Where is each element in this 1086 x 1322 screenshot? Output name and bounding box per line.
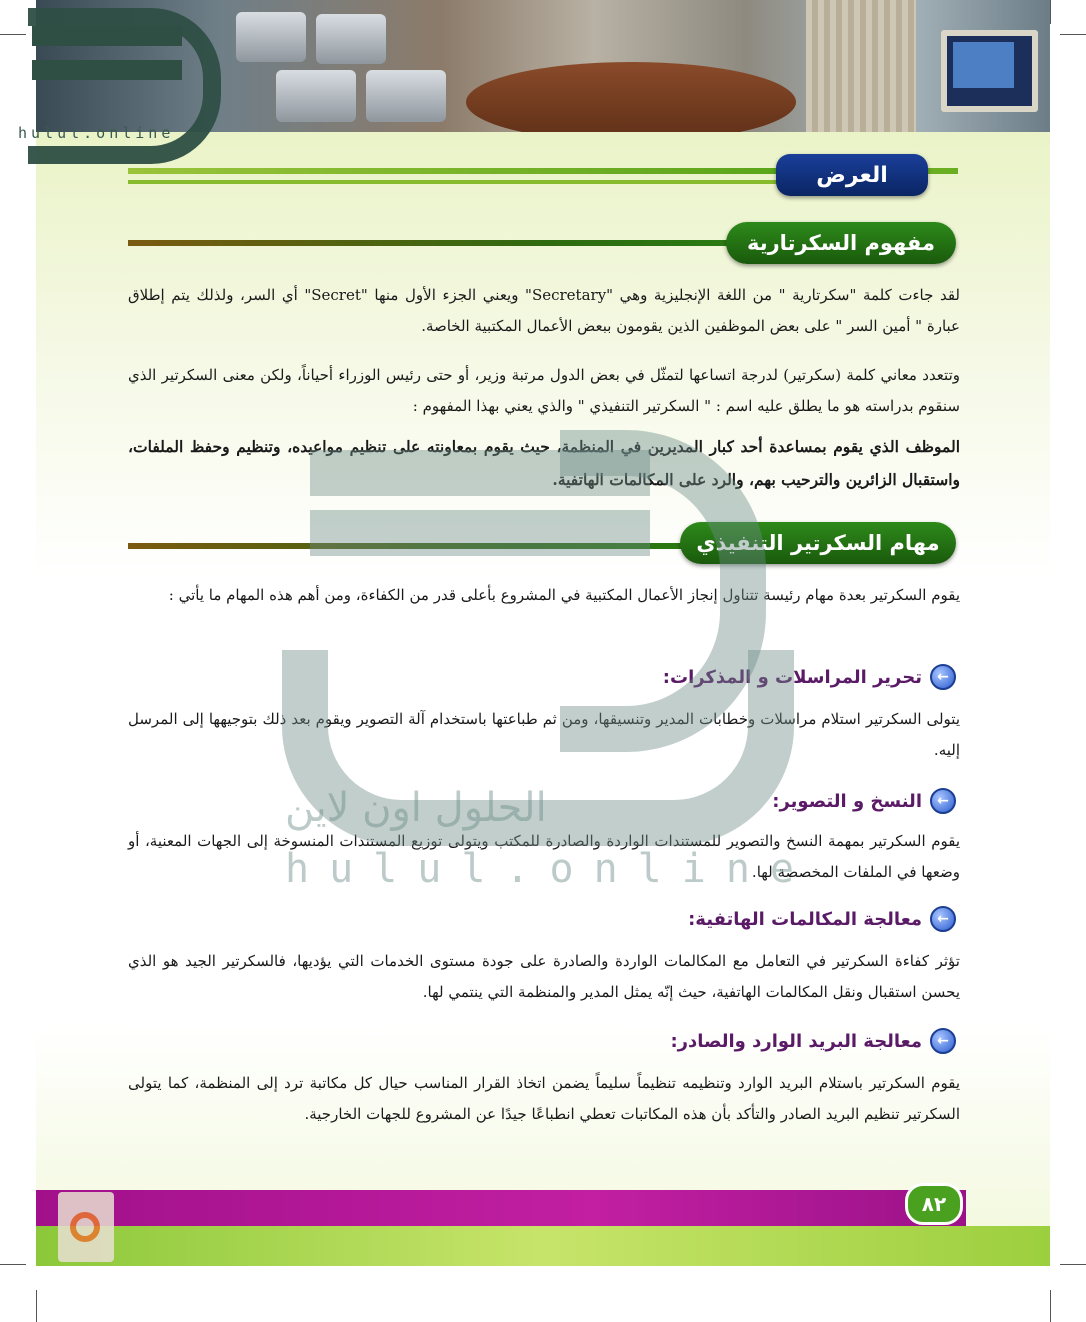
publisher-logo-mark (70, 1212, 100, 1242)
task-text-phone-calls: تؤثر كفاءة السكرتير في التعامل مع المكالمات الواردة والصادرة على جودة مستوى الخدمات التي يؤديها، فالسكرتير الجيد هو الذي يحسن استقبال ونقل المكالمات الهاتفية، حيث إنّه يمثل المدير والمنظمة التي ينتمي لها. (128, 952, 960, 1001)
task-text-correspondence: يتولى السكرتير استلام مراسلات وخطابات المدير وتنسيقها، ومن ثم طباعتها باستخدام آلة التصوير ويقوم بعد ذلك بتوجيهها إلى المرسل إليه. (128, 710, 960, 759)
arrow-left-bullet-icon: ← (930, 906, 956, 932)
footer-purple-band (36, 1190, 966, 1226)
task-text-copying: يقوم السكرتير بمهمة النسخ والتصوير للمستندات الواردة والصادرة للمكتب ويتولى توزيع المستندات المنسوخة إلى الجهات المعنية، أو وضعها في الملفات المخصصة لها. (128, 832, 960, 881)
publisher-logo (58, 1192, 114, 1262)
concept-paragraph-1: لقد جاءت كلمة "سكرتارية " من اللغة الإنجليزية وهي "Secretary" ويعني الجزء الأول منها "Secret" أي السر، ولذلك يتم إطلاق عبارة " أمين السر " على بعض الموظفين الذين يقومون ببعض الأعمال المكتبية الخاصة. (128, 286, 960, 335)
task-heading-text: النسخ و التصوير: (772, 790, 922, 812)
crop-mark (1060, 1264, 1086, 1265)
hulul-logo (18, 8, 218, 158)
watermark-arabic-text: الحلول اون لاين (285, 785, 547, 831)
logo-caption: hulul.online (18, 124, 175, 142)
keyboard-key-shape (316, 14, 386, 64)
tab-rule-line (128, 180, 778, 184)
task-heading-phone-calls (688, 906, 956, 932)
keyboard-key-shape (236, 12, 306, 62)
heading-rule-line (128, 240, 728, 246)
executive-secretary-definition: الموظف الذي يقوم بمساعدة أحد كبار المديرين في المنظمة، حيث يقوم بمعاونته على تنظيم مواعيده، وتنظيم وحفظ الملفات، واستقبال الزائرين والترحيب بهم، والرد على المكالمات الهاتفية. (128, 437, 960, 489)
heading-executive-secretary-tasks: مهام السكرتير التنفيذي (680, 522, 956, 564)
task-heading-text: معالجة البريد الوارد والصادر: (670, 1030, 922, 1052)
conference-table-shape (466, 62, 796, 132)
keyboard-key-shape (276, 70, 356, 122)
keyboard-key-shape (366, 70, 446, 122)
task-heading-text: معالجة المكالمات الهاتفية: (688, 908, 922, 930)
concept-paragraph-2: وتتعدد معاني كلمة (سكرتير) لدرجة اتساعها لتمثّل في بعض الدول مرتبة وزير، أو حتى رئيس الوزراء أحياناً، ولكن معنى السكرتير الذي سنقوم بدراسته هو ما يطلق عليه اسم : " السكرتير التنفيذي " والذي يعني بهذا المفهوم : (128, 366, 960, 415)
heading-secretarial-concept: مفهوم السكرتارية (726, 222, 956, 264)
page-number: ٨٢ (905, 1183, 963, 1225)
tasks-intro: يقوم السكرتير بعدة مهام رئيسة تتناول إنجاز الأعمال المكتبية في المشروع بأعلى قدر من الكفاءة، ومن أهم هذه المهام ما يأتي : (168, 586, 960, 604)
crop-mark (1060, 34, 1086, 35)
monitor-screen (953, 42, 1014, 88)
task-heading-copying (772, 788, 956, 814)
footer-green-band (36, 1226, 1050, 1266)
logo-bar (32, 60, 182, 80)
crop-mark (0, 1264, 26, 1265)
crop-mark (1050, 0, 1051, 24)
arrow-left-bullet-icon: ← (930, 788, 956, 814)
arrow-left-bullet-icon: ← (930, 664, 956, 690)
tab-rule-line (128, 168, 778, 174)
task-heading-mail (670, 1028, 956, 1054)
crop-mark (36, 1290, 37, 1322)
tab-rule-line (928, 168, 958, 174)
section-tab-ard: العرض (776, 154, 928, 196)
crop-mark (1050, 1290, 1051, 1322)
task-text-mail: يقوم السكرتير باستلام البريد الوارد وتنظيمه تنظيماً سليماً يضمن اتخاذ القرار المناسب حيال كل مكاتبة ترد إلى المنظمة، كما يتولى السكرتير تنظيم البريد الصادر والتأكد بأن هذه المكاتبات تعطي انطباعًا جيدًا عن المشروع للجهات الخارجية. (128, 1074, 960, 1123)
arrow-left-bullet-icon: ← (930, 1028, 956, 1054)
file-shelf-shape (806, 0, 916, 132)
computer-monitor-shape (941, 30, 1038, 112)
watermark-latin-text: hulul.online (285, 846, 814, 892)
task-heading-text: تحرير المراسلات و المذكرات: (662, 666, 922, 688)
logo-bar (32, 26, 182, 46)
